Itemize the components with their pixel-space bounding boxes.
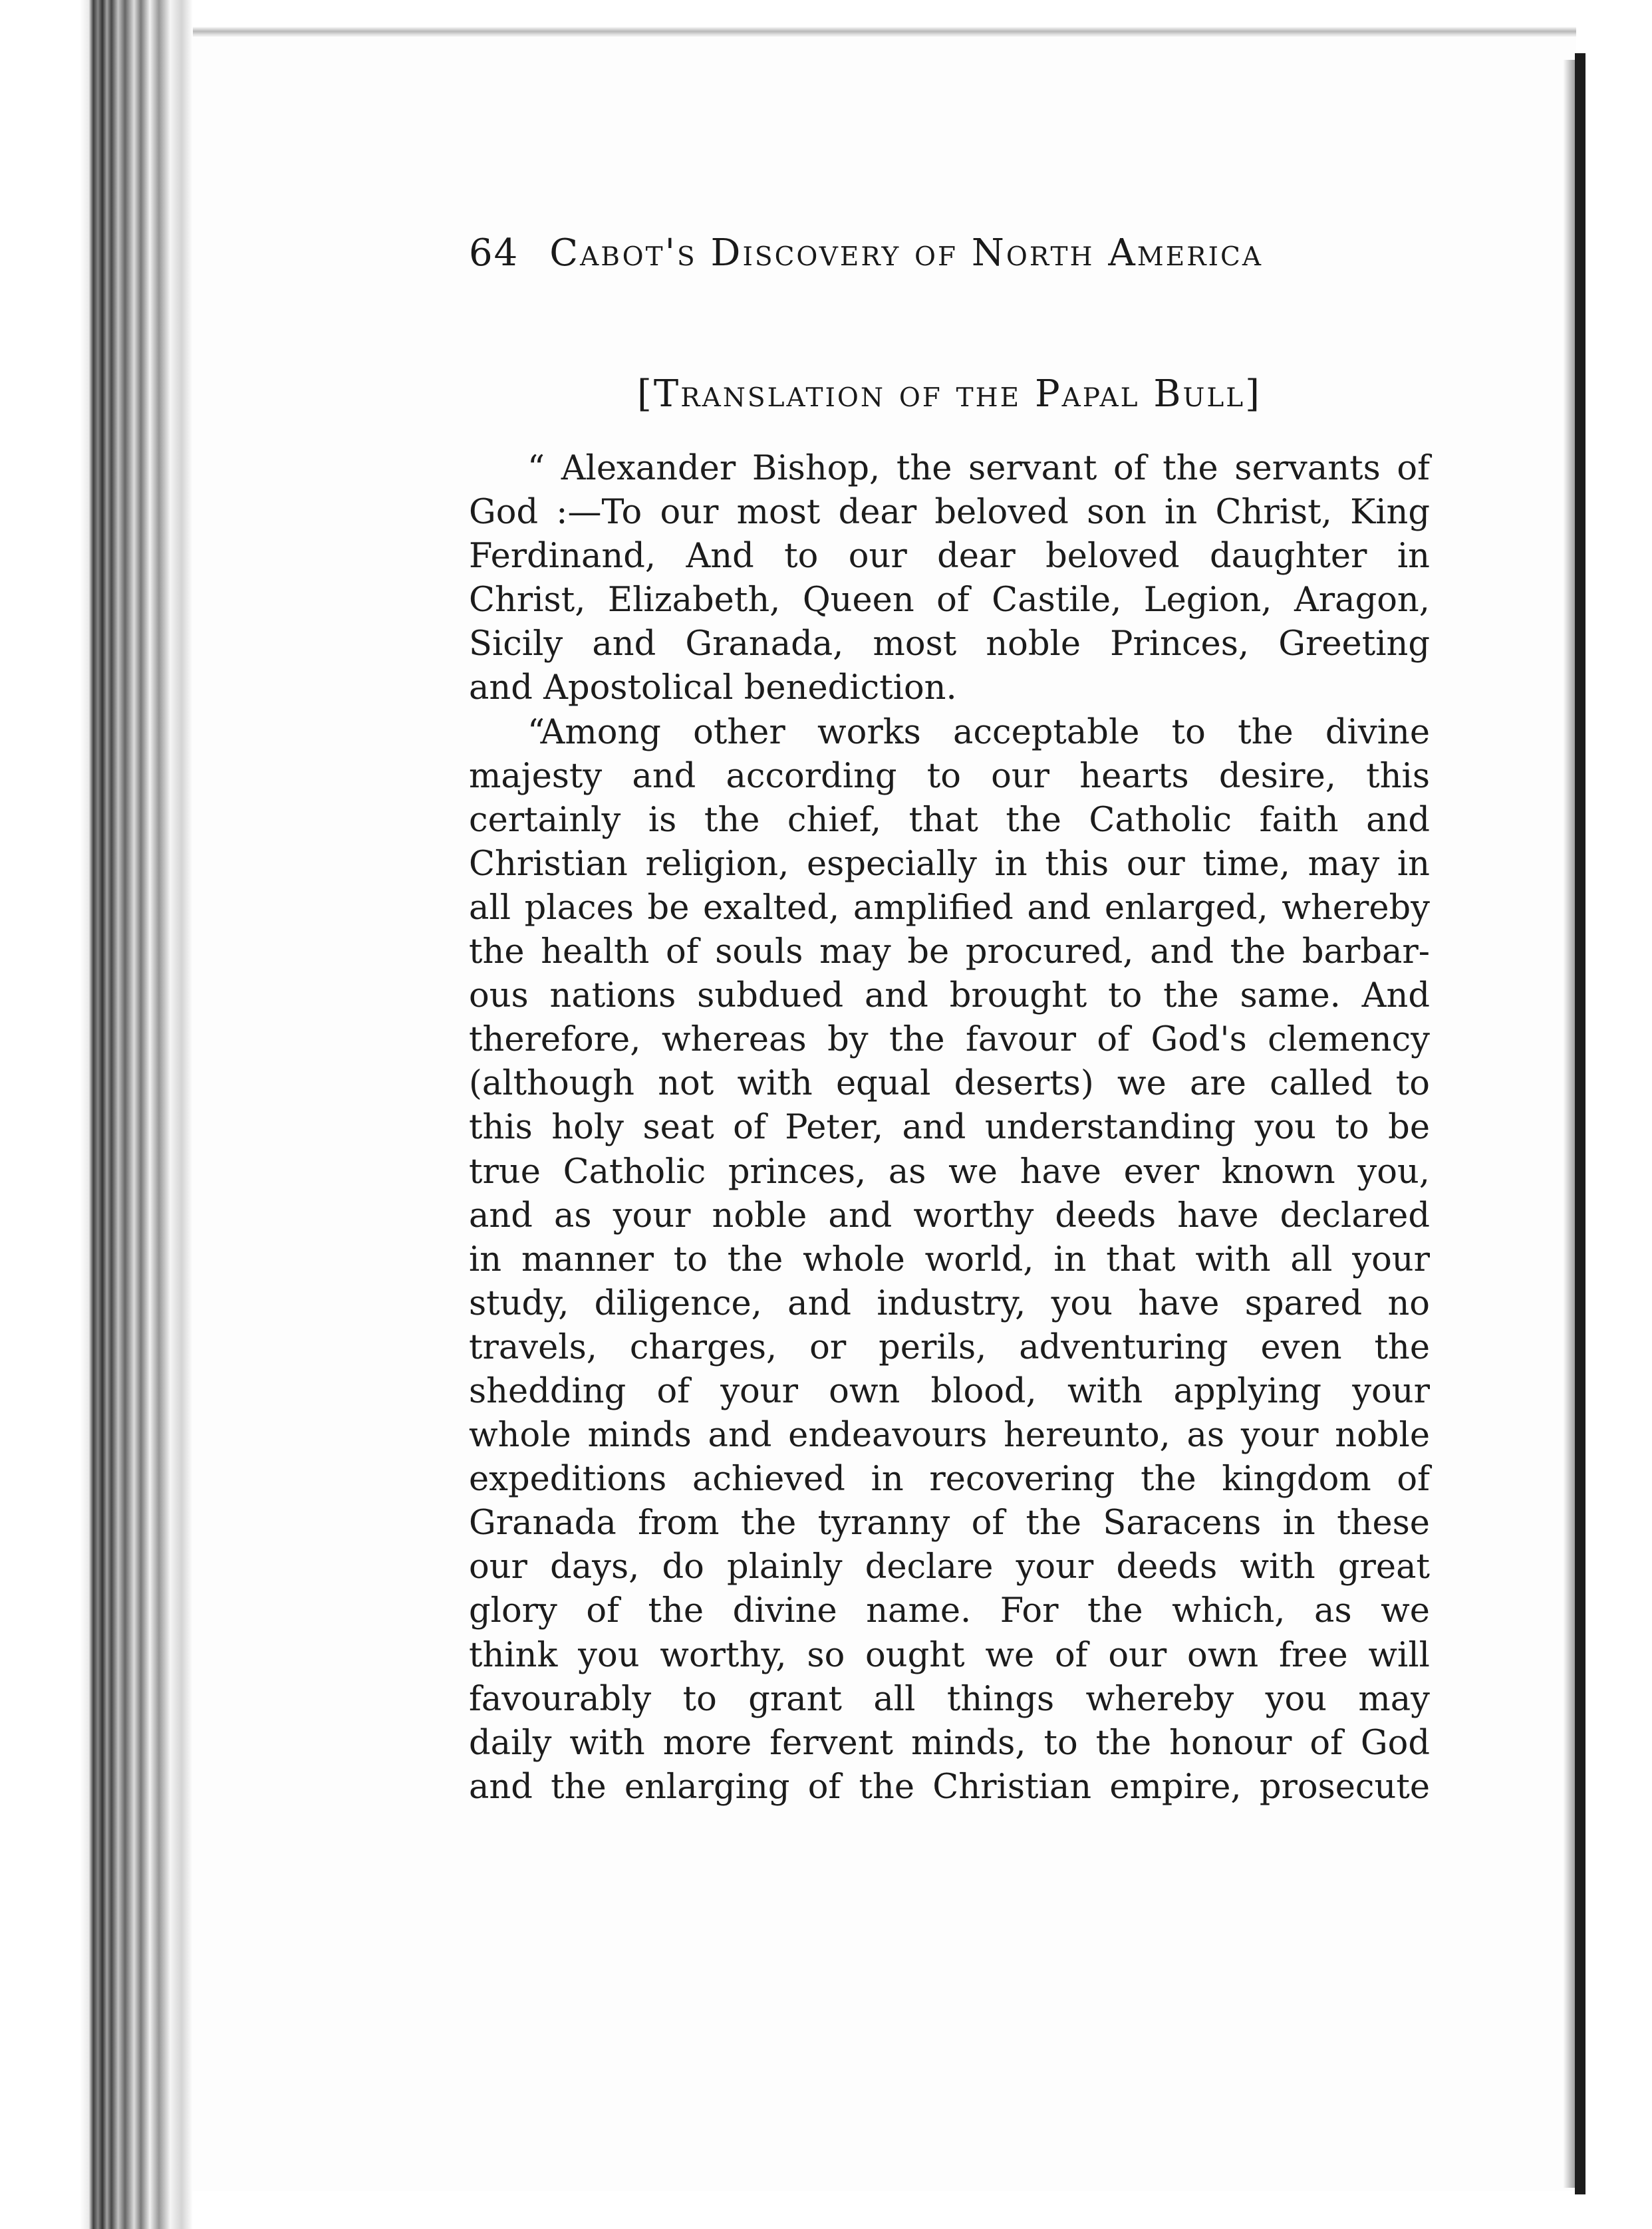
- text-line: expeditions achieved in recovering the kingdom of: [469, 1460, 1430, 1500]
- text-line: travels, charges, or perils, adventuring even the: [469, 1327, 1430, 1367]
- text-line: Granada from the tyranny of the Saracens in these: [469, 1504, 1430, 1543]
- text-line: Christian religion, especially in this our time, may in: [469, 844, 1430, 884]
- text-line: ous nations subdued and brought to the same. And: [469, 976, 1430, 1016]
- text-line: this holy seat of Peter, and understanding you to be: [469, 1108, 1430, 1148]
- text-line: and the enlarging of the Christian empire, prosecute: [469, 1767, 1430, 1807]
- text-line: think you worthy, so ought we of our own free will: [469, 1635, 1430, 1675]
- page-right-shadow: [1563, 60, 1575, 2188]
- text-line: (although not with equal deserts) we are called to: [469, 1064, 1430, 1104]
- body-text: [469, 447, 1430, 1809]
- text-line: true Catholic princes, as we have ever known you,: [469, 1152, 1430, 1192]
- text-line: in manner to the whole world, in that with all your: [469, 1240, 1430, 1279]
- page-right-edge: [1575, 53, 1585, 2194]
- page-number: 64: [469, 231, 519, 275]
- text-line: our days, do plainly declare your deeds with great: [469, 1547, 1430, 1587]
- section-title: [Translation of the Papal Bull]: [637, 372, 1262, 416]
- text-line: and as your noble and worthy deeds have declared: [469, 1196, 1430, 1236]
- text-line: the health of souls may be procured, and the barbar-: [469, 932, 1430, 972]
- text-line: glory of the divine name. For the which, as we: [469, 1591, 1430, 1631]
- text-line: favourably to grant all things whereby you may: [469, 1679, 1430, 1719]
- text-line: “Among other works acceptable to the divine: [527, 712, 1430, 752]
- text-line: God :—To our most dear beloved son in Christ, King: [469, 493, 1430, 533]
- text-line: shedding of your own blood, with applying your: [469, 1371, 1430, 1411]
- text-line: Sicily and Granada, most noble Princes, Greeting: [469, 624, 1430, 664]
- text-line: Ferdinand, And to our dear beloved daughter in: [469, 537, 1430, 577]
- text-line: certainly is the chief, that the Catholic faith and: [469, 800, 1430, 840]
- text-line: Christ, Elizabeth, Queen of Castile, Legion, Aragon,: [469, 581, 1430, 620]
- running-head-title: Cabot's Discovery of North America: [549, 231, 1263, 275]
- text-line: whole minds and endeavours hereunto, as your noble: [469, 1416, 1430, 1456]
- book-binding-edge: [80, 0, 193, 2229]
- text-line: all places be exalted, amplified and enlarged, whereby: [469, 888, 1430, 928]
- text-line: majesty and according to our hearts desire, this: [469, 756, 1430, 796]
- text-line: study, diligence, and industry, you have spared no: [469, 1283, 1430, 1323]
- text-line: daily with more fervent minds, to the honour of God: [469, 1723, 1430, 1763]
- text-line: and Apostolical benediction.: [469, 668, 957, 708]
- text-line: “ Alexander Bishop, the servant of the servants of: [527, 449, 1430, 488]
- running-head: [469, 231, 1347, 285]
- text-line: therefore, whereas by the favour of God's clemency: [469, 1020, 1430, 1060]
